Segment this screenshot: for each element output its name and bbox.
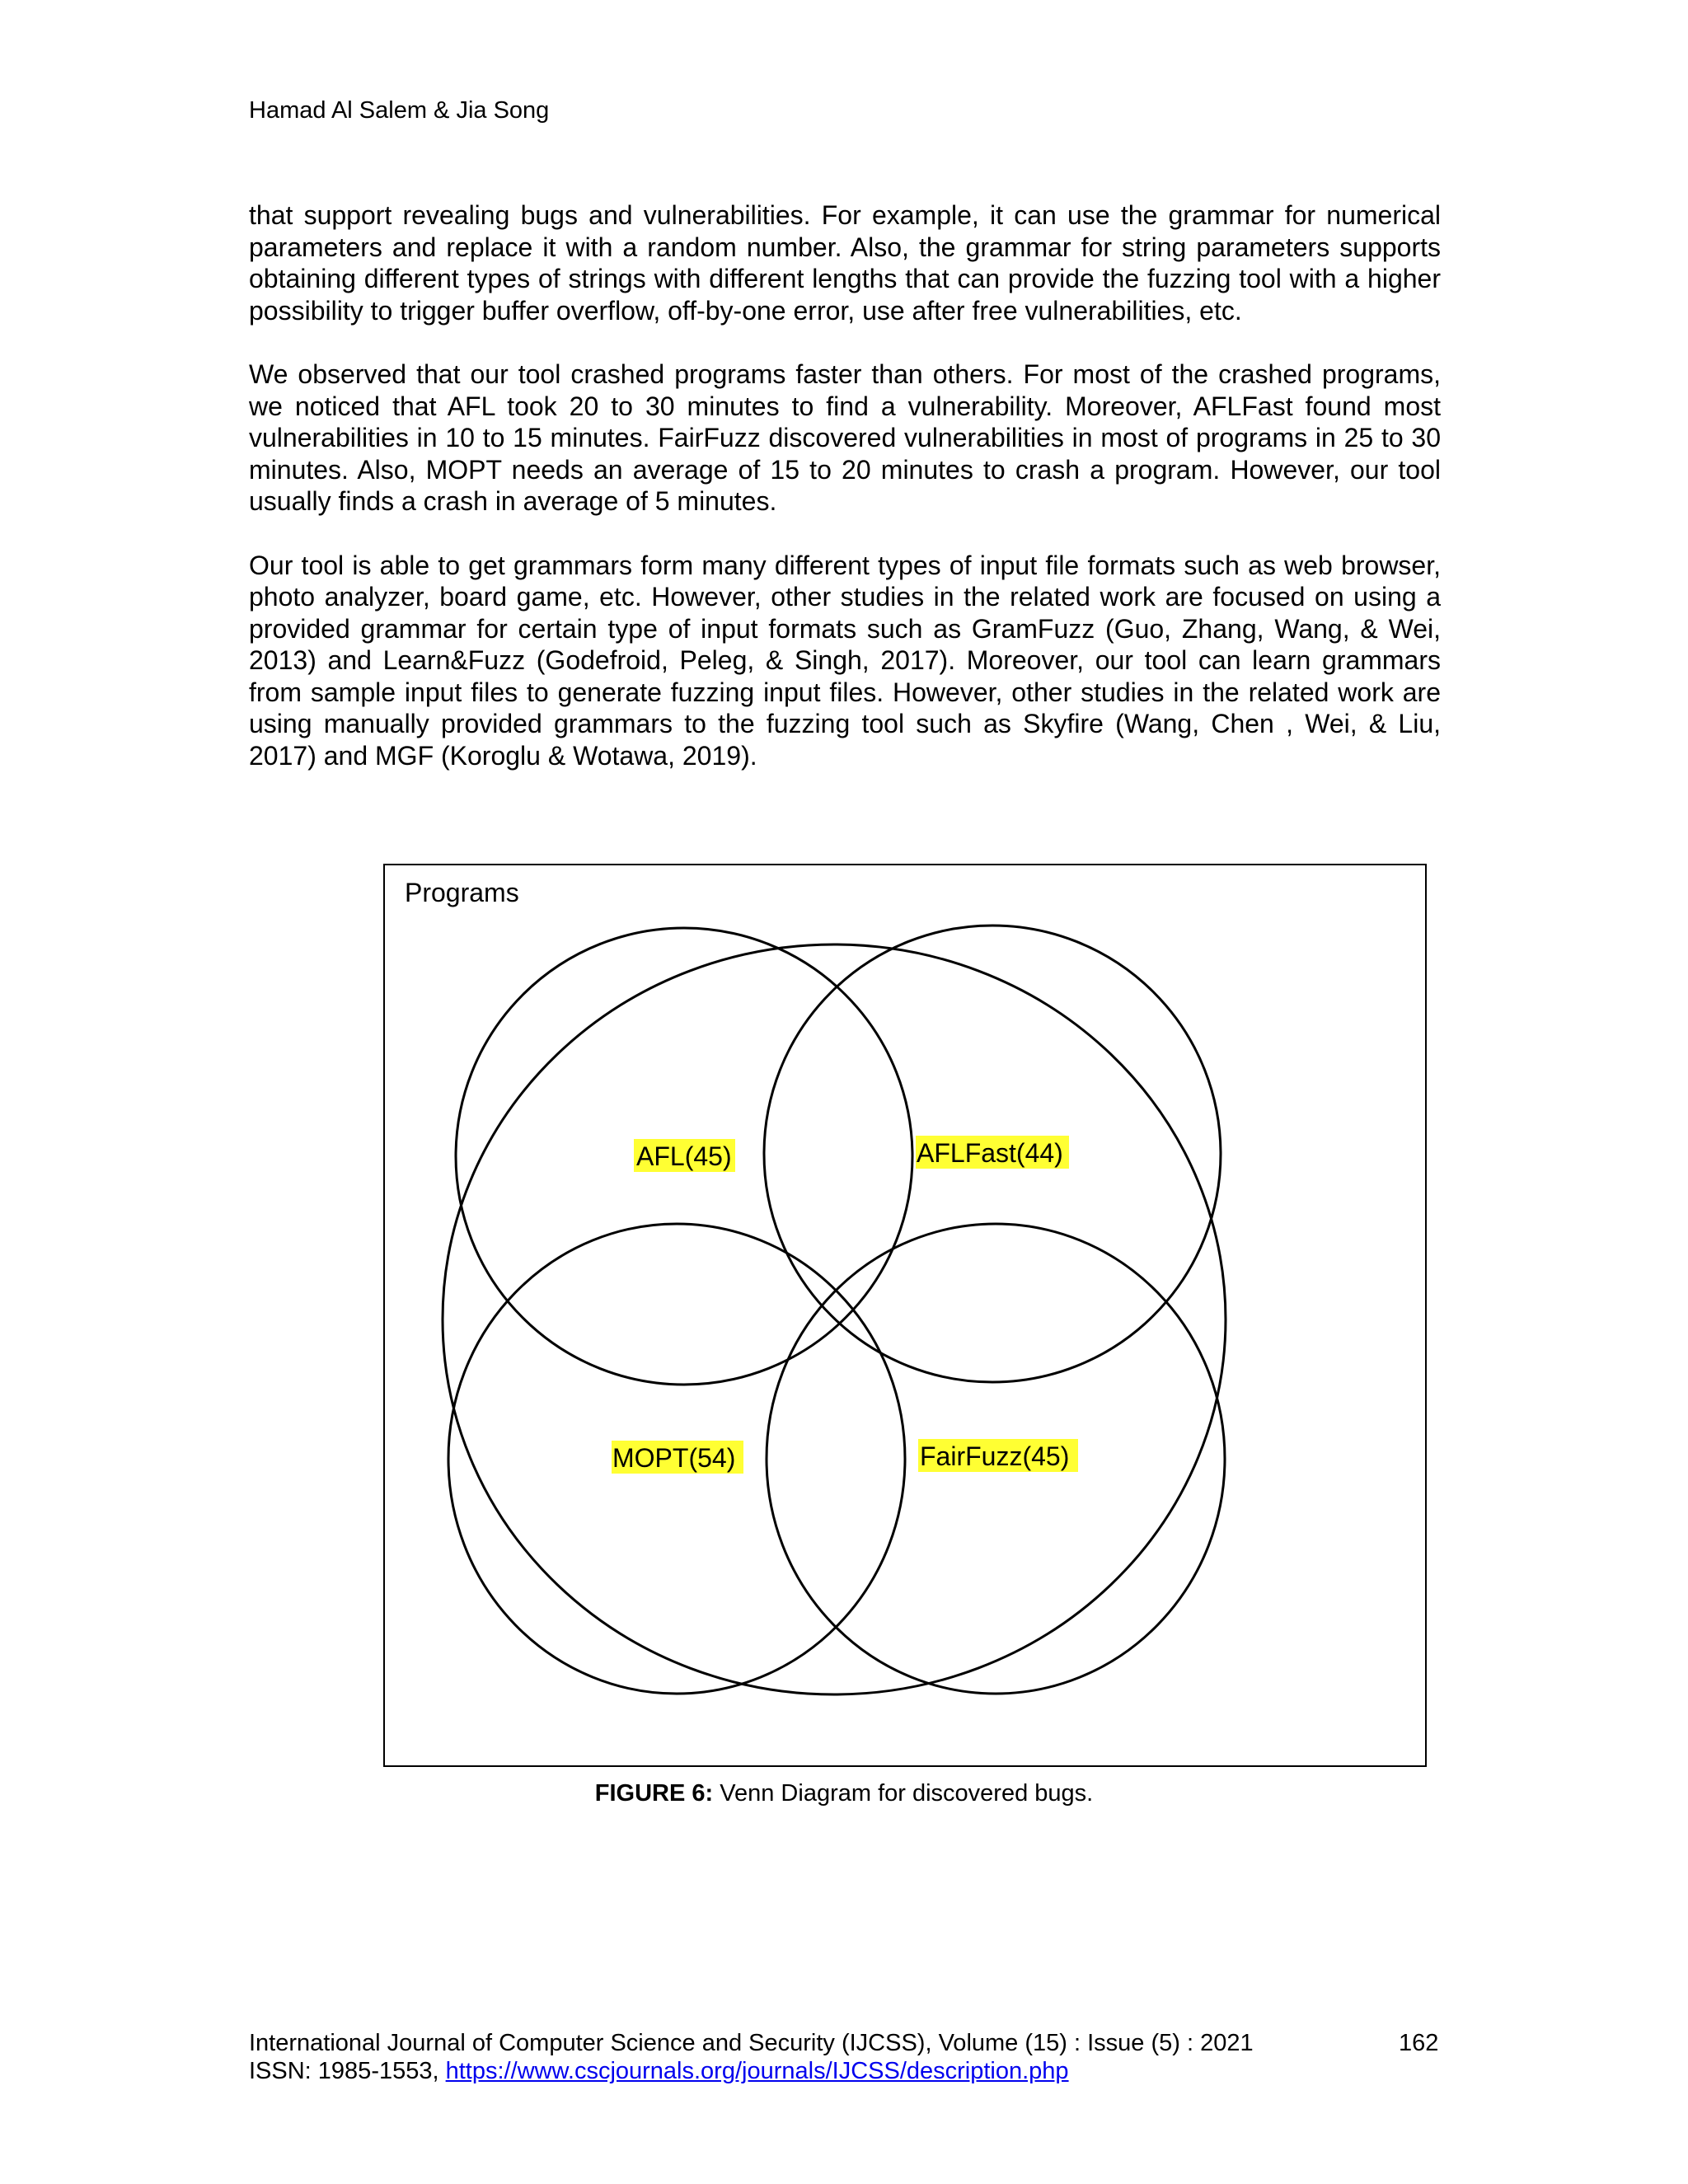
paragraph-3: Our tool is able to get grammars form many different types of input file formats such as web browser, photo analyzer, board game, etc. However, other studies in the related work are focused on using a provided grammar for certain type of input formats such as GramFuzz (Guo, Zhang, Wang, & Wei, 2013) and Learn&Fuzz (Godefroid, Peleg, & Singh, 2017). Moreover, our tool can learn grammars from sample input files to generate fuzzing input files. However, other studies in the related work are using manually provided grammars to the fuzzing tool such as Skyfire (Wang, Chen , Wei, & Liu, 2017) and MGF (Koroglu & Wotawa, 2019).	[249, 550, 1441, 771]
journal-citation: International Journal of Computer Science and Security (IJCSS), Volume (15) : Issue (5) : 2021	[249, 2030, 1254, 2056]
issn-text: ISSN: 1985-1553,	[249, 2058, 446, 2084]
issn-line	[249, 2057, 1254, 2085]
author-names: Hamad Al Salem & Jia Song	[249, 97, 550, 124]
page-footer	[249, 2029, 1439, 2085]
fairfuzz-label: FairFuzz(45)	[920, 1441, 1070, 1471]
running-header	[249, 97, 549, 124]
caption-number: FIGURE 6:	[594, 1780, 714, 1807]
body-text	[249, 199, 1441, 804]
universe-box	[384, 865, 1426, 1766]
afl-label: AFL(45)	[636, 1141, 732, 1171]
venn-figure	[383, 864, 1427, 1767]
figure-caption	[0, 1780, 1688, 1807]
mopt-label: MOPT(54)	[612, 1443, 736, 1473]
paragraph-1: that support revealing bugs and vulnerabilities. For example, it can use the grammar for numerical parameters and replace it with a random number. Also, the grammar for string parameters supports obtaining different types of strings with different lengths that can provide the fuzzing tool with a higher possibility to trigger buffer overflow, off-by-one error, use after free vulnerabilities, etc.	[249, 200, 1441, 326]
journal-link[interactable]: https://www.cscjournals.org/journals/IJCSS/description.php	[445, 2058, 1069, 2084]
venn-diagram	[383, 864, 1427, 1767]
caption-text: Venn Diagram for discovered bugs.	[713, 1780, 1094, 1807]
page-number: 162	[1399, 2030, 1439, 2056]
universe-label: Programs	[405, 878, 519, 907]
aflfast-label: AFLFast(44)	[917, 1138, 1063, 1168]
paragraph-2: We observed that our tool crashed programs faster than others. For most of the crashed programs, we noticed that AFL took 20 to 30 minutes to find a vulnerability. Moreover, AFLFast found most vulnerabilities in 10 to 15 minutes. FairFuzz discovered vulnerabilities in most of programs in 25 to 30 minutes. Also, MOPT needs an average of 15 to 20 minutes to crash a program. However, our tool usually finds a crash in average of 5 minutes.	[249, 359, 1441, 516]
